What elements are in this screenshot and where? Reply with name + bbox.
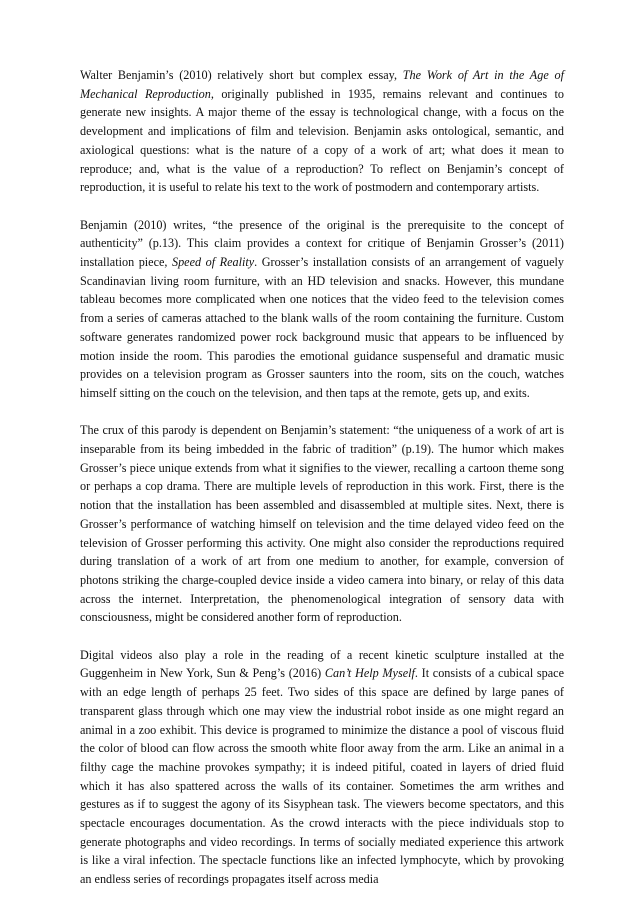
paragraph-text: originally published in 1935, remains relevant and continues to generate new insights. A major theme of the essay is technological change, with a focus on the development and implications of film and television. Benjamin asks ontological, semantic, and axiological questions: what is the nature of a copy of a work of art; what does it mean to reproduce; and, what is the value of a reproduction? To reflect on Benjamin’s concept of reproduction, it is useful to relate his text to the work of postmodern and contemporary artists. xyxy=(80,86,564,195)
artwork-title: Can’t Help Myself xyxy=(324,666,415,681)
paragraph-speed-of-reality xyxy=(80,216,564,403)
paragraph-parody-crux xyxy=(80,421,564,627)
paragraph-cant-help-myself xyxy=(80,646,564,889)
document-page xyxy=(80,66,564,908)
paragraph-text: Benjamin (2010) writes, “the presence of the original is the prerequisite to the concept of authenticity” (p.13). This claim provides a context for critique of Benjamin Grosser’s (2011) installation piece, xyxy=(80,217,564,270)
paragraph-text: Digital videos also play a role in the reading of a recent kinetic sculpture installed at the Guggenheim in New York, Sun & Peng’s (2016) xyxy=(80,647,564,681)
artwork-title: Speed of Reality xyxy=(171,255,255,270)
paragraph-text: . Grosser’s installation consists of an arrangement of vaguely Scandinavian living room furniture, with an HD television and snacks. However, this mundane tableau becomes more complicated when one notices that the video feed to the television comes from a series of cameras attached to the blank walls of the room containing the furniture. Custom software generates randomized power rock background music that appears to be influenced by motion inside the room. This parodies the emotional guidance suspenseful and dramatic music provides on a television program as Grosser saunters into the room, sits on the couch, watches himself sitting on the couch on the television, and then taps at the remote, gets up, and exits. xyxy=(80,255,564,400)
paragraph-text: The crux of this parody is dependent on Benjamin’s statement: “the uniqueness of a work of art is inseparable from its being imbedded in the fabric of tradition” (p.19). The humor which makes Grosser’s piece unique extends from what it signifies to the viewer, recalling a cartoon theme song or perhaps a cop drama. There are multiple levels of reproduction in this work. First, there is the notion that the installation has been assembled and disassembled at multiple sites. Next, there is Grosser’s performance of watching himself on television and the time delayed video feed on the television of Grosser performing this activity. One might also consider the reproductions required during translation of a work of art from one medium to another, for example, conversion of photons striking the charge-coupled device inside a video camera into binary, or relay of this data across the internet. Interpretation, the phenomenological integration of sensory data with consciousness, might be considered another form of reproduction. xyxy=(80,423,564,625)
paragraph-benjamin-essay xyxy=(80,66,564,197)
paragraph-text: . It consists of a cubical space with an edge length of perhaps 25 feet. Two sides of this space are defined by large panes of transparent glass through which one may view the industrial robot inside as one might regard an animal in a zoo exhibit. This device is programed to minimize the distance a pool of viscous fluid the color of blood can flow across the smooth white floor away from the arm. Like an animal in a filthy cage the machine provokes sympathy; it is indeed pitiful, coated in layers of dried fluid which it has also spattered across the walls of its container. Sometimes the arm writhes and gestures as if to suggest the agony of its Sisyphean task. The viewers become spectators, and this spectacle encourages documentation. As the crowd interacts with the piece individuals stop to generate photographs and video recordings. In terms of socially mediated experience this artwork is like a viral infection. The spectacle functions like an infected lymphocyte, which by provoking an endless series of recordings propagates itself across media xyxy=(80,666,564,887)
paragraph-text: Walter Benjamin’s (2010) relatively short but complex essay, xyxy=(80,68,403,82)
essay-title: The Work of Art in the Age of Mechanical Reproduction, xyxy=(80,68,564,101)
